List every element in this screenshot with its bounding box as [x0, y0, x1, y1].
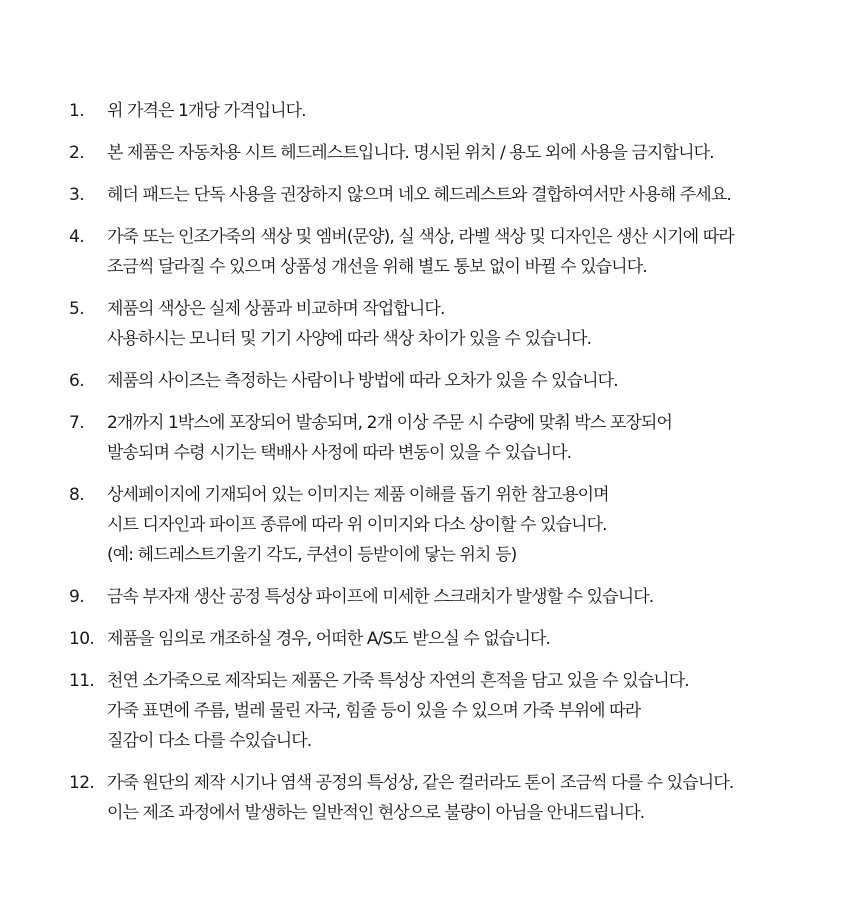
- item-number: 11.: [69, 671, 95, 691]
- item-number: 1.: [69, 101, 85, 121]
- notice-item-2: [0, 138, 860, 168]
- item-number: 2.: [69, 143, 85, 163]
- item-text: 헤더 패드는 단독 사용을 권장하지 않으며 네오 헤드레스트와 결합하여서만 사용해 주세요.: [107, 185, 731, 205]
- item-text: 시트 디자인과 파이프 종류에 따라 위 이미지와 다소 상이할 수 있습니다.: [107, 515, 607, 535]
- notice-item-10: [0, 624, 860, 654]
- notice-item-6: [0, 366, 860, 396]
- item-text: 가죽 또는 인조가죽의 색상 및 엠버(문양), 실 색상, 라벨 색상 및 디자인은 생산 시기에 따라: [107, 227, 734, 247]
- item-text: 제품의 사이즈는 측정하는 사람이나 방법에 따라 오차가 있을 수 있습니다.: [107, 371, 618, 391]
- item-text: 가죽 표면에 주름, 벌레 물린 자국, 힘줄 등이 있을 수 있으며 가죽 부위에 따라: [107, 701, 641, 721]
- item-number: 5.: [69, 299, 85, 319]
- item-text: 위 가격은 1개당 가격입니다.: [107, 101, 306, 121]
- notice-item-12: [0, 768, 860, 828]
- item-text: 가죽 원단의 제작 시기나 염색 공정의 특성상, 같은 컬러라도 톤이 조금씩 다를 수 있습니다.: [107, 773, 734, 793]
- item-text: 본 제품은 자동차용 시트 헤드레스트입니다. 명시된 위치 / 용도 외에 사용을 금지합니다.: [107, 143, 714, 163]
- item-text: 발송되며 수령 시기는 택배사 사정에 따라 변동이 있을 수 있습니다.: [107, 443, 572, 463]
- notice-item-8: [0, 480, 860, 570]
- notice-item-9: [0, 582, 860, 612]
- item-text: 사용하시는 모니터 및 기기 사양에 따라 색상 차이가 있을 수 있습니다.: [107, 329, 592, 349]
- item-number: 12.: [69, 773, 95, 793]
- item-text: 질감이 다소 다를 수있습니다.: [107, 731, 312, 751]
- item-text: 상세페이지에 기재되어 있는 이미지는 제품 이해를 돕기 위한 참고용이며: [107, 485, 609, 505]
- item-text: (예: 헤드레스트기울기 각도, 쿠션이 등받이에 닿는 위치 등): [107, 545, 517, 565]
- item-text: 조금씩 달라질 수 있으며 상품성 개선을 위해 별도 통보 없이 바뀔 수 있습니다.: [107, 257, 647, 277]
- item-number: 9.: [69, 587, 85, 607]
- item-text: 제품을 임의로 개조하실 경우, 어떠한 A/S도 받으실 수 없습니다.: [107, 629, 551, 649]
- notice-item-7: [0, 408, 860, 468]
- item-number: 8.: [69, 485, 85, 505]
- notice-item-1: [0, 96, 860, 126]
- notice-item-11: [0, 666, 860, 756]
- item-number: 3.: [69, 185, 85, 205]
- item-text: 금속 부자재 생산 공정 특성상 파이프에 미세한 스크래치가 발생할 수 있습니다.: [107, 587, 654, 607]
- item-text: 2개까지 1박스에 포장되어 발송되며, 2개 이상 주문 시 수량에 맞춰 박스 포장되어: [107, 413, 672, 433]
- notice-item-5: [0, 294, 860, 354]
- item-number: 6.: [69, 371, 85, 391]
- notice-item-4: [0, 222, 860, 282]
- item-text: 천연 소가죽으로 제작되는 제품은 가죽 특성상 자연의 흔적을 담고 있을 수 있습니다.: [107, 671, 689, 691]
- item-number: 7.: [69, 413, 85, 433]
- item-number: 4.: [69, 227, 85, 247]
- notice-item-3: [0, 180, 860, 210]
- item-text: 이는 제조 과정에서 발생하는 일반적인 현상으로 불량이 아님을 안내드립니다.: [107, 803, 645, 823]
- item-text: 제품의 색상은 실제 상품과 비교하며 작업합니다.: [107, 299, 445, 319]
- item-number: 10.: [69, 629, 95, 649]
